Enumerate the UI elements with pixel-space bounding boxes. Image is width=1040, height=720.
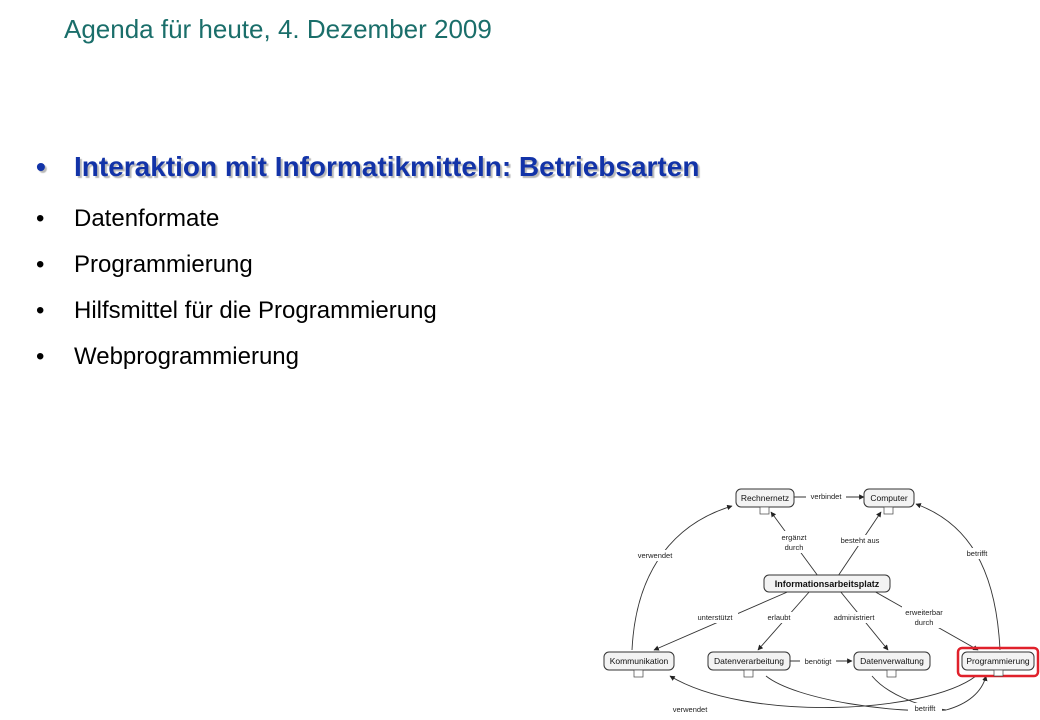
slide-title: Agenda für heute, 4. Dezember 2009 bbox=[64, 14, 492, 44]
node-label: Kommunikation bbox=[609, 656, 669, 666]
agenda-item-datenformate bbox=[36, 204, 699, 250]
node-label: Informationsarbeitsplatz bbox=[774, 579, 880, 589]
node-kommunikation bbox=[604, 652, 674, 677]
agenda-item-label: Programmierung bbox=[74, 251, 253, 278]
edge-label-administriert: administriert bbox=[833, 613, 875, 622]
node-computer bbox=[864, 489, 914, 514]
edge-label-erlaubt: erlaubt bbox=[767, 613, 791, 622]
edge-betrifft-top bbox=[916, 504, 1000, 650]
edge-betrifft-bottom-c bbox=[946, 676, 986, 710]
concept-map-edges bbox=[632, 497, 1000, 711]
node-label: Rechnernetz bbox=[740, 493, 790, 503]
edge-label-erweiterbar-1: erweiterbar bbox=[905, 608, 943, 617]
edge-label-verbindet: verbindet bbox=[810, 492, 842, 501]
agenda-item-webprogrammierung bbox=[36, 342, 699, 388]
agenda-list bbox=[36, 152, 699, 388]
node-label: Programmierung bbox=[966, 656, 1030, 666]
agenda-item-label: Webprogrammierung bbox=[74, 343, 299, 370]
resource-icon bbox=[744, 670, 753, 677]
edge-label-benoetigt: benötigt bbox=[804, 657, 832, 666]
edge-label-erweiterbar-2: durch bbox=[914, 618, 934, 627]
edge-label-unterstuetzt: unterstützt bbox=[697, 613, 733, 622]
node-informationsarbeitsplatz bbox=[764, 575, 890, 592]
edge-verwendet-bottom bbox=[670, 676, 976, 708]
node-label: Computer bbox=[870, 493, 908, 503]
agenda-item-label: Hilfsmittel für die Programmierung bbox=[74, 297, 437, 324]
edge-label-verwendet-top: verwendet bbox=[637, 551, 673, 560]
bullet-icon: • bbox=[36, 151, 46, 182]
node-programmierung bbox=[958, 648, 1038, 676]
agenda-item-hilfsmittel bbox=[36, 296, 699, 342]
edge-verwendet-top bbox=[632, 506, 732, 650]
edge-label-betrifft-top: betrifft bbox=[966, 549, 988, 558]
agenda-item-label: Datenformate bbox=[74, 205, 220, 232]
edge-label-besteht-aus: besteht aus bbox=[840, 536, 880, 545]
edge-label-ergaenzt-1: ergänzt bbox=[781, 533, 807, 542]
edge-label-betrifft-bottom: betrifft bbox=[914, 704, 936, 713]
agenda-item-betriebsarten bbox=[36, 152, 699, 204]
node-label: Datenverwaltung bbox=[860, 656, 924, 666]
bullet-icon: • bbox=[36, 297, 45, 324]
concept-map-edge-labels bbox=[632, 491, 994, 715]
bullet-icon: • bbox=[36, 343, 45, 370]
resource-icon bbox=[887, 670, 896, 677]
bullet-icon: • bbox=[36, 251, 45, 278]
resource-icon bbox=[634, 670, 643, 677]
edge-label-verwendet-bottom: verwendet bbox=[672, 705, 708, 714]
agenda-item-label: Interaktion mit Informatikmitteln: Betriebsarten bbox=[74, 151, 700, 182]
agenda-item-programmierung bbox=[36, 250, 699, 296]
bullet-icon: • bbox=[36, 205, 45, 232]
resource-icon bbox=[760, 507, 769, 514]
resource-icon bbox=[884, 507, 893, 514]
concept-map-diagram bbox=[596, 478, 1040, 720]
node-rechnernetz bbox=[736, 489, 794, 514]
resource-icon bbox=[994, 670, 1003, 676]
node-label: Datenverarbeitung bbox=[714, 656, 784, 666]
node-datenverwaltung bbox=[854, 652, 930, 677]
node-datenverarbeitung bbox=[708, 652, 790, 677]
edge-label-ergaenzt-2: durch bbox=[784, 543, 804, 552]
